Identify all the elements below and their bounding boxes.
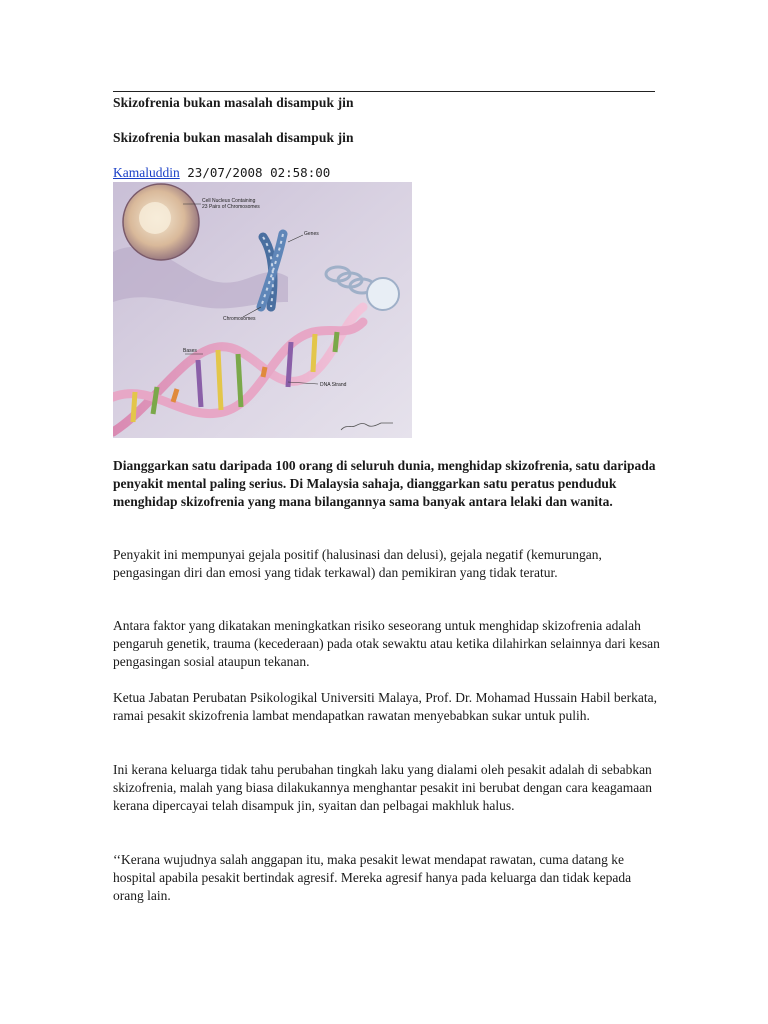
label-cell-line2: 23 Pairs of Chromosomes bbox=[202, 204, 260, 210]
article-title: Skizofrenia bukan masalah disampuk jin bbox=[113, 130, 354, 145]
author-link[interactable]: Kamaluddin bbox=[113, 165, 180, 180]
label-bases: Bases bbox=[183, 348, 197, 354]
label-cell-line1: Cell Nucleus Containing bbox=[202, 198, 256, 204]
paragraph: Ketua Jabatan Perubatan Psikologikal Universiti Malaya, Prof. Dr. Mohamad Hussain Habil berkata, ramai pesakit skizofrenia lambat mendapatkan rawatan menyebabkan sukar untuk pulih. bbox=[113, 690, 658, 723]
paragraph-quote: ‘‘Kerana wujudnya salah anggapan itu, maka pesakit lewat mendapat rawatan, cuma datang ke hospital apabila pesakit bertindak agresif. Mereka agresif hanya pada keluarga dan tidak kepada orang lain. bbox=[113, 852, 632, 903]
label-chromosomes: Chromosomes bbox=[223, 316, 256, 322]
paragraph: Ini kerana keluarga tidak tahu perubahan tingkah laku yang dialami oleh pesakit adalah di sebabkan skizofrenia, malah yang biasa dilakukannya menghantar pesakit ini berubat dengan cara keagamaan kerana dipercayai telah disampuk jin, syaitan dan pelbagai makhluk halus. bbox=[113, 762, 653, 813]
publish-datetime: 23/07/2008 02:58:00 bbox=[187, 165, 331, 180]
paragraph: Penyakit ini mempunyai gejala positif (halusinasi dan delusi), gejala negatif (kemurungan, pengasingan diri dan emosi yang tidak terkawal) dan pemikiran yang tidak teratur. bbox=[113, 547, 602, 580]
paragraph-lead: Dianggarkan satu daripada 100 orang di seluruh dunia, menghidap skizofrenia, satu daripada penyakit mental paling serius. Di Malaysia sahaja, dianggarkan satu peratus penduduk menghidap skizofrenia yang mana bilangannya sama banyak antara lelaki dan wanita. bbox=[113, 458, 656, 509]
label-dna-strand: DNA Strand bbox=[320, 382, 347, 388]
paragraph: Antara faktor yang dikatakan meningkatkan risiko seseorang untuk menghidap skizofrenia adalah pengaruh genetik, trauma (kecederaan) pada otak sewaktu atau ketika dilahirkan selainnya dari kesan pengasingan sosial ataupun tekanan. bbox=[113, 618, 660, 669]
top-divider bbox=[113, 91, 655, 92]
byline bbox=[113, 165, 330, 181]
label-genes: Genes bbox=[304, 231, 319, 237]
dna-illustration bbox=[113, 182, 412, 438]
header-title: Skizofrenia bukan masalah disampuk jin bbox=[113, 95, 354, 110]
